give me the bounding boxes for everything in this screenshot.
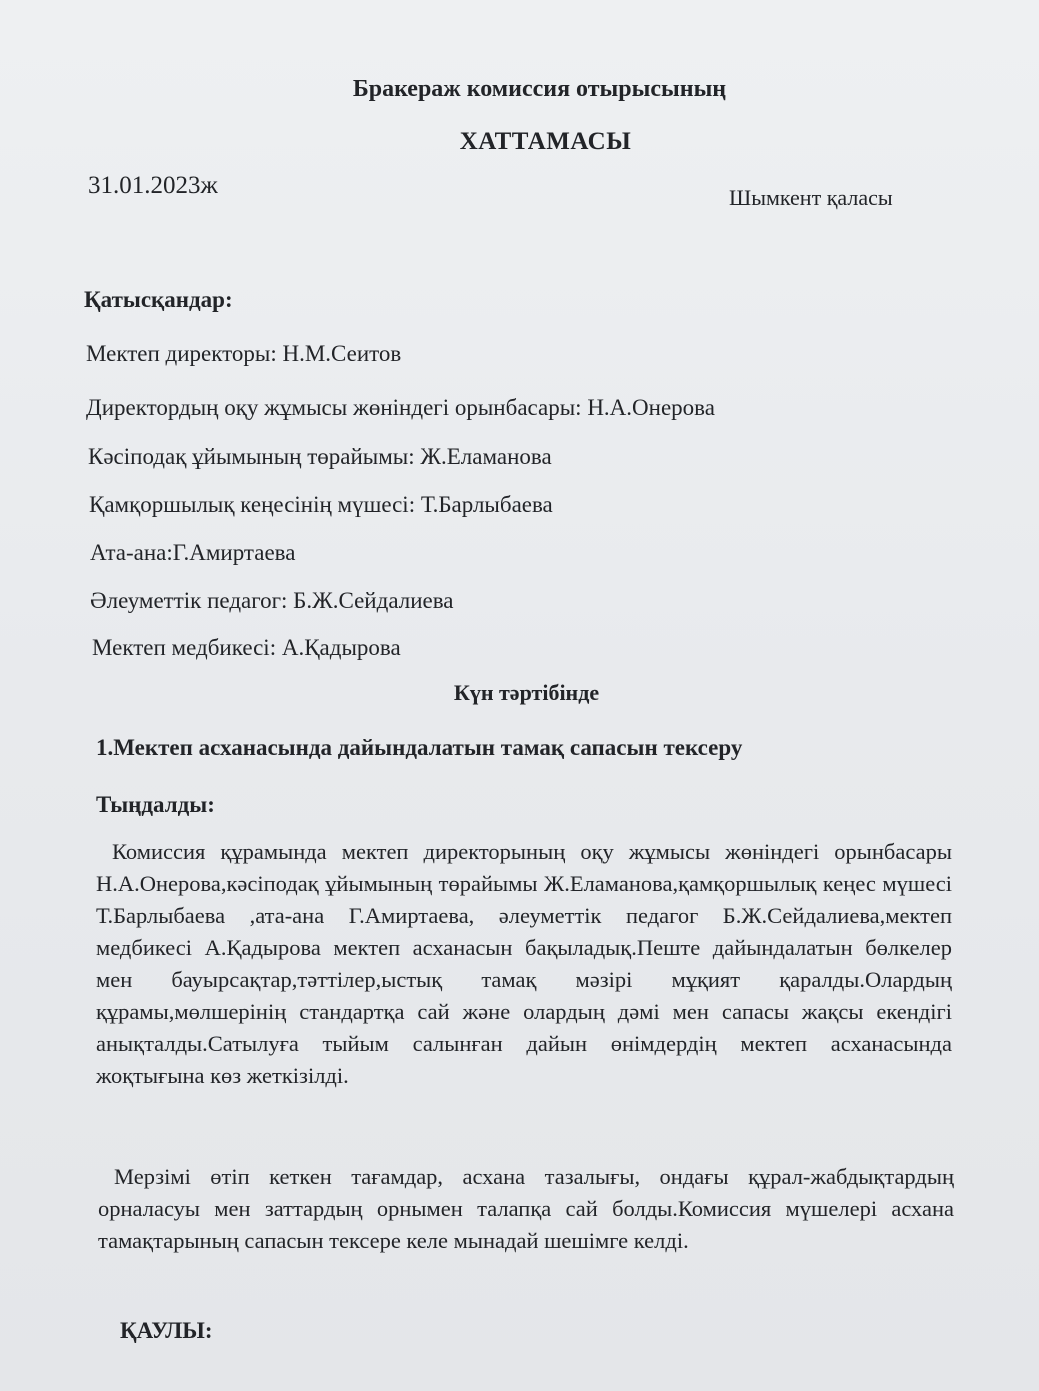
participant-item: Қамқоршылық кеңесінің мүшесі: Т.Барлыбаева xyxy=(89,492,553,517)
agenda-heading: Күн тәртібінде xyxy=(453,680,600,705)
heard-paragraph-1: Комиссия құрамында мектеп директорының оқу жұмысы жөніндегі орынбасары Н.А.Онерова,кәсіподақ ұйымының төрайымы Ж.Еламанова,қамқоршылық кеңес мүшесі Т.Барлыбаева ,ата-ана Г.Амиртаева, әлеуметтік педагог Б.Ж.Сейдалиева,мектеп медбикесі А.Қадырова мектеп асханасын бақыладық.Пеште дайындалатын бөлкелер мен бауырсақтар,тәттілер,ыстық тамақ мәзірі мұқият қаралды.Олардың құрамы,мөлшерінің стандартқа сай және олардың дәмі мен сапасы жақсы екендігі анықталды.Сатылуға тыйым салынған дайын өнімдердің мектеп асханасында жоқтығына көз жеткізілді. xyxy=(96,839,952,1088)
participant-item: Мектеп директоры: Н.М.Сеитов xyxy=(86,341,402,366)
document-date: 31.01.2023ж xyxy=(88,172,218,199)
document-city: Шымкент қаласы xyxy=(729,185,893,210)
document-title: Бракераж комиссия отырысының xyxy=(352,76,727,102)
decision-heading: ҚАУЛЫ: xyxy=(120,1318,213,1343)
participant-item: Кәсіподақ ұйымының төрайымы: Ж.Еламанова xyxy=(88,444,552,469)
participant-item: Әлеуметтік педагог: Б.Ж.Сейдалиева xyxy=(90,588,454,613)
participant-item: Мектеп медбикесі: А.Қадырова xyxy=(92,635,401,660)
document-subtitle: ХАТТАМАСЫ xyxy=(459,128,632,155)
agenda-item: 1.Мектеп асханасында дайындалатын тамақ сапасын тексеру xyxy=(96,735,743,760)
heard-heading: Тыңдалды: xyxy=(96,792,215,817)
participant-item: Директордың оқу жұмысы жөніндегі орынбасары: Н.А.Онерова xyxy=(86,395,715,420)
participant-item: Ата-ана:Г.Амиртаева xyxy=(90,540,296,565)
participants-heading: Қатысқандар: xyxy=(84,287,233,312)
heard-paragraph-2: Мерзімі өтіп кеткен тағамдар, асхана тазалығы, ондағы құрал-жабдықтардың орналасуы мен заттардың орнымен талапқа сай болды.Комиссия мүшелері асхана тамақтарының сапасын тексере келе мынадай шешімге келді. xyxy=(98,1164,954,1253)
